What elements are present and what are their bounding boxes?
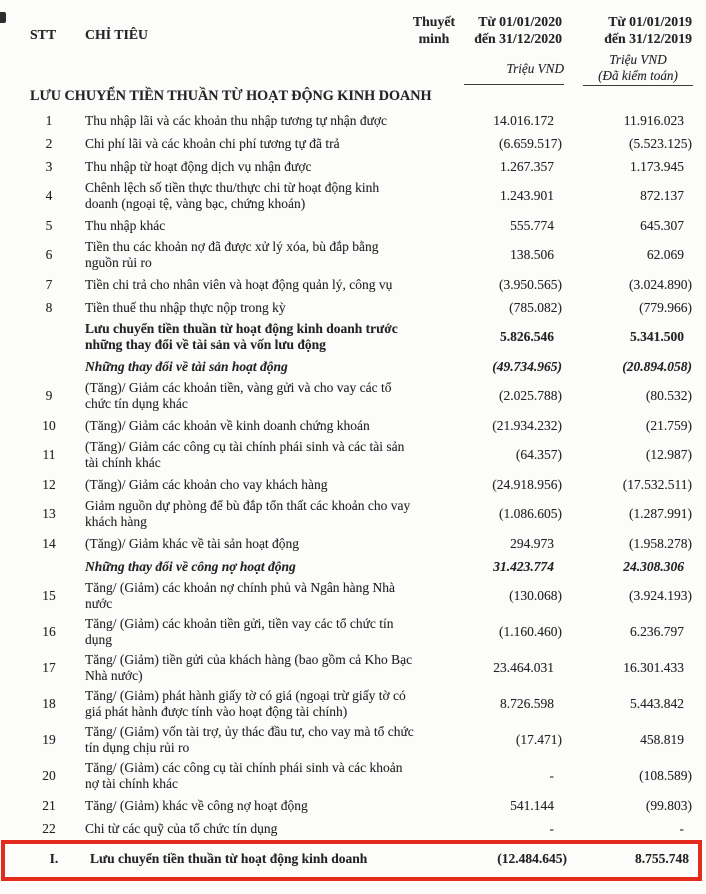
row-number: 21 bbox=[42, 797, 56, 813]
row-label: Chi từ các quỹ của tổ chức tín dụng bbox=[85, 820, 278, 836]
row-label: Tăng/ (Giảm) vốn tài trợ, ủy thác đầu tư, cho vay mà tổ chức tín dụng chịu rủi ro bbox=[85, 724, 414, 755]
table-body bbox=[0, 109, 706, 840]
table-row bbox=[0, 794, 706, 817]
row-value-2020: 31.423.774 bbox=[493, 558, 554, 574]
row-number: 10 bbox=[42, 417, 56, 433]
table-row bbox=[0, 532, 706, 555]
row-value-2019: 458.819 bbox=[640, 732, 684, 747]
row-label: Tăng/ (Giảm) khác về công nợ hoạt động bbox=[85, 797, 308, 813]
row-label: (Tăng)/ Giảm các khoản cho vay khách hàng bbox=[85, 476, 328, 492]
row-number: 1 bbox=[45, 112, 53, 128]
column-header-stt: STT bbox=[30, 27, 57, 42]
scan-artifact bbox=[0, 12, 6, 23]
row-value-2020: (2.025.788) bbox=[499, 388, 562, 403]
row-label: Tăng/ (Giảm) các công cụ tài chính phái sinh và các khoản nợ tài chính khác bbox=[85, 760, 403, 791]
row-value-2020: (49.734.965) bbox=[492, 358, 562, 374]
table-row bbox=[0, 132, 706, 155]
row-value-2019: 645.307 bbox=[640, 217, 684, 233]
unit-2019-line1: Triệu VND bbox=[609, 52, 667, 67]
table-row bbox=[0, 686, 706, 722]
column-header-chi-tieu: CHỈ TIÊU bbox=[85, 27, 149, 42]
row-value-2019: (1.958.278) bbox=[629, 535, 692, 551]
table-row bbox=[0, 237, 706, 273]
row-value-2019: 24.308.306 bbox=[623, 558, 684, 574]
row-label: Thu nhập từ hoạt động dịch vụ nhận được bbox=[85, 158, 312, 174]
row-number: 8 bbox=[45, 299, 53, 315]
row-value-2020: 294.973 bbox=[510, 535, 554, 551]
row-number: 6 bbox=[45, 247, 53, 262]
row-value-2019: - bbox=[679, 820, 684, 836]
table-row bbox=[0, 555, 706, 578]
table-row bbox=[0, 319, 706, 355]
row-label: Tiền thuế thu nhập thực nộp trong kỳ bbox=[85, 299, 286, 315]
row-value-2019: 1.173.945 bbox=[630, 158, 684, 174]
row-value-2019: (108.589) bbox=[639, 768, 692, 783]
row-value-2020: - bbox=[549, 768, 554, 783]
row-value-2020: 138.506 bbox=[510, 247, 554, 262]
row-value-2019: 8.755.748 bbox=[635, 850, 689, 866]
table-row bbox=[0, 109, 706, 132]
table-row bbox=[0, 578, 706, 614]
row-label: Tăng/ (Giảm) phát hành giấy tờ có giá (ngoại trừ giấy tờ có giá phát hành được tính vào hoạt động tài chính) bbox=[85, 688, 406, 719]
table-row bbox=[0, 273, 706, 296]
row-value-2020: (1.160.460) bbox=[499, 624, 562, 639]
row-label: Lưu chuyển tiền thuần từ hoạt động kinh doanh trước những thay đổi về tài sản và vốn lưu động bbox=[85, 321, 398, 352]
row-number: 19 bbox=[42, 732, 56, 747]
table-row bbox=[0, 178, 706, 214]
row-number: I. bbox=[49, 850, 59, 866]
row-value-2020: (1.086.605) bbox=[499, 506, 562, 521]
row-number: 5 bbox=[45, 217, 53, 233]
row-number: 9 bbox=[45, 388, 53, 403]
row-number: 17 bbox=[42, 660, 56, 675]
row-value-2020: 5.826.546 bbox=[500, 329, 554, 344]
row-value-2020: 555.774 bbox=[510, 217, 554, 233]
row-value-2020: (17.471) bbox=[515, 732, 562, 747]
row-label: Những thay đổi về tài sản hoạt động bbox=[85, 358, 288, 374]
highlight-box bbox=[1, 840, 702, 881]
row-label: (Tăng)/ Giảm các khoản về kinh doanh chứng khoán bbox=[85, 417, 370, 433]
row-value-2020: (130.068) bbox=[509, 588, 562, 603]
row-label: Chênh lệch số tiền thực thu/thực chi từ hoạt động kinh doanh (ngoại tệ, vàng bạc, chứng khoán) bbox=[85, 180, 380, 211]
period-2020-line2: đến 31/12/2020 bbox=[474, 31, 562, 46]
row-value-2020: (24.918.956) bbox=[492, 476, 562, 492]
section-title: LƯU CHUYỂN TIỀN THUẦN TỪ HOẠT ĐỘNG KINH DOANH bbox=[30, 88, 432, 104]
table-row bbox=[0, 155, 706, 178]
table-row bbox=[0, 817, 706, 840]
row-value-2020: (3.950.565) bbox=[499, 276, 562, 292]
row-number: 12 bbox=[42, 476, 56, 492]
row-label: Lưu chuyển tiền thuần từ hoạt động kinh doanh bbox=[90, 850, 368, 866]
row-value-2020: 1.243.901 bbox=[500, 188, 554, 203]
row-number: 14 bbox=[42, 535, 56, 551]
table-row bbox=[0, 414, 706, 437]
row-number: 20 bbox=[42, 768, 56, 783]
period-2019-line1: Từ 01/01/2019 bbox=[608, 14, 692, 29]
row-label: (Tăng)/ Giảm khác về tài sản hoạt động bbox=[85, 535, 300, 551]
row-value-2020: 23.464.031 bbox=[493, 660, 554, 675]
row-value-2020: (21.934.232) bbox=[492, 417, 562, 433]
row-value-2020: 1.267.357 bbox=[500, 158, 554, 174]
row-label: Thu nhập khác bbox=[85, 217, 166, 233]
unit-label-2019 bbox=[583, 52, 693, 86]
table-row bbox=[0, 722, 706, 758]
table-row bbox=[0, 378, 706, 414]
row-value-2019: (17.532.511) bbox=[622, 476, 692, 492]
row-number: 22 bbox=[42, 820, 56, 836]
row-value-2020: 541.144 bbox=[510, 797, 554, 813]
table-row bbox=[0, 296, 706, 319]
row-number: 16 bbox=[42, 624, 56, 639]
table-row bbox=[0, 437, 706, 473]
table-row bbox=[0, 496, 706, 532]
row-value-2019: (3.924.193) bbox=[629, 588, 692, 603]
row-label: (Tăng)/ Giảm các khoản tiền, vàng gửi và cho vay các tổ chức tín dụng khác bbox=[85, 380, 392, 411]
row-number: 7 bbox=[45, 276, 53, 292]
row-value-2019: (99.803) bbox=[645, 797, 692, 813]
table-row bbox=[0, 473, 706, 496]
row-label: Những thay đổi về công nợ hoạt động bbox=[85, 558, 296, 574]
row-value-2019: 11.916.023 bbox=[623, 112, 684, 128]
table-row bbox=[0, 214, 706, 237]
row-number: 2 bbox=[45, 135, 53, 151]
row-number: 13 bbox=[42, 506, 56, 521]
column-header-period-2020 bbox=[438, 13, 562, 47]
row-value-2020: (6.659.517) bbox=[499, 135, 562, 151]
row-label: Chi phí lãi và các khoản chi phí tương tự đã trả bbox=[85, 135, 340, 151]
row-number: 11 bbox=[42, 447, 56, 462]
column-header-period-2019 bbox=[568, 13, 692, 47]
thuyet-minh-line2: minh bbox=[418, 31, 450, 46]
row-value-2020: - bbox=[549, 820, 554, 836]
row-value-2019: 62.069 bbox=[646, 247, 684, 262]
row-value-2019: 5.341.500 bbox=[630, 329, 684, 344]
row-value-2019: (3.024.890) bbox=[629, 276, 692, 292]
row-value-2020: 8.726.598 bbox=[500, 696, 554, 711]
thuyet-minh-line1: Thuyết bbox=[412, 14, 456, 29]
period-2019-line2: đến 31/12/2019 bbox=[604, 31, 692, 46]
row-label: Tăng/ (Giảm) tiền gửi của khách hàng (bao gồm cả Kho Bạc Nhà nước) bbox=[85, 652, 413, 683]
row-value-2019: 6.236.797 bbox=[630, 624, 684, 639]
row-label: (Tăng)/ Giảm các công cụ tài chính phái sinh và các tài sản tài chính khác bbox=[85, 439, 405, 470]
unit-label-2020: Triệu VND bbox=[464, 61, 564, 85]
row-value-2019: (21.759) bbox=[645, 417, 692, 433]
table-row bbox=[0, 758, 706, 794]
row-value-2019: 872.137 bbox=[640, 188, 684, 203]
row-value-2019: (80.532) bbox=[645, 388, 692, 403]
statement-table bbox=[0, 109, 706, 881]
table-row bbox=[0, 650, 706, 686]
row-value-2019: (1.287.991) bbox=[629, 506, 692, 521]
row-label: Giảm nguồn dự phòng để bù đắp tổn thất các khoản cho vay khách hàng bbox=[85, 498, 411, 529]
row-value-2020: (785.082) bbox=[509, 299, 562, 315]
table-row bbox=[5, 847, 698, 870]
row-label: Tiền thu các khoản nợ đã được xử lý xóa, bù đắp bằng nguồn rủi ro bbox=[85, 239, 379, 270]
row-value-2019: 5.443.842 bbox=[630, 696, 684, 711]
row-value-2019: (20.894.058) bbox=[622, 358, 692, 374]
row-label: Tăng/ (Giảm) các khoản nợ chính phủ và Ngân hàng Nhà nước bbox=[85, 580, 396, 611]
row-label: Thu nhập lãi và các khoản thu nhập tương tự nhận được bbox=[85, 112, 388, 128]
row-value-2019: 16.301.433 bbox=[623, 660, 684, 675]
row-number: 18 bbox=[42, 696, 56, 711]
row-value-2019: (779.966) bbox=[639, 299, 692, 315]
row-value-2019: (12.987) bbox=[645, 447, 692, 462]
table-row bbox=[0, 355, 706, 378]
row-number: 3 bbox=[45, 158, 53, 174]
row-number: 15 bbox=[42, 588, 56, 603]
row-number: 4 bbox=[45, 188, 53, 203]
row-value-2020: (12.484.645) bbox=[497, 850, 567, 866]
row-value-2020: (64.357) bbox=[515, 447, 562, 462]
row-value-2019: (5.523.125) bbox=[629, 135, 692, 151]
period-2020-line1: Từ 01/01/2020 bbox=[478, 14, 562, 29]
row-value-2020: 14.016.172 bbox=[493, 112, 554, 128]
table-row bbox=[0, 614, 706, 650]
row-label: Tăng/ (Giảm) các khoản tiền gửi, tiền vay các tổ chức tín dụng bbox=[85, 616, 394, 647]
unit-2019-line2: (Đã kiểm toán) bbox=[598, 67, 678, 83]
row-label: Tiền chi trả cho nhân viên và hoạt động quản lý, công vụ bbox=[85, 276, 393, 292]
